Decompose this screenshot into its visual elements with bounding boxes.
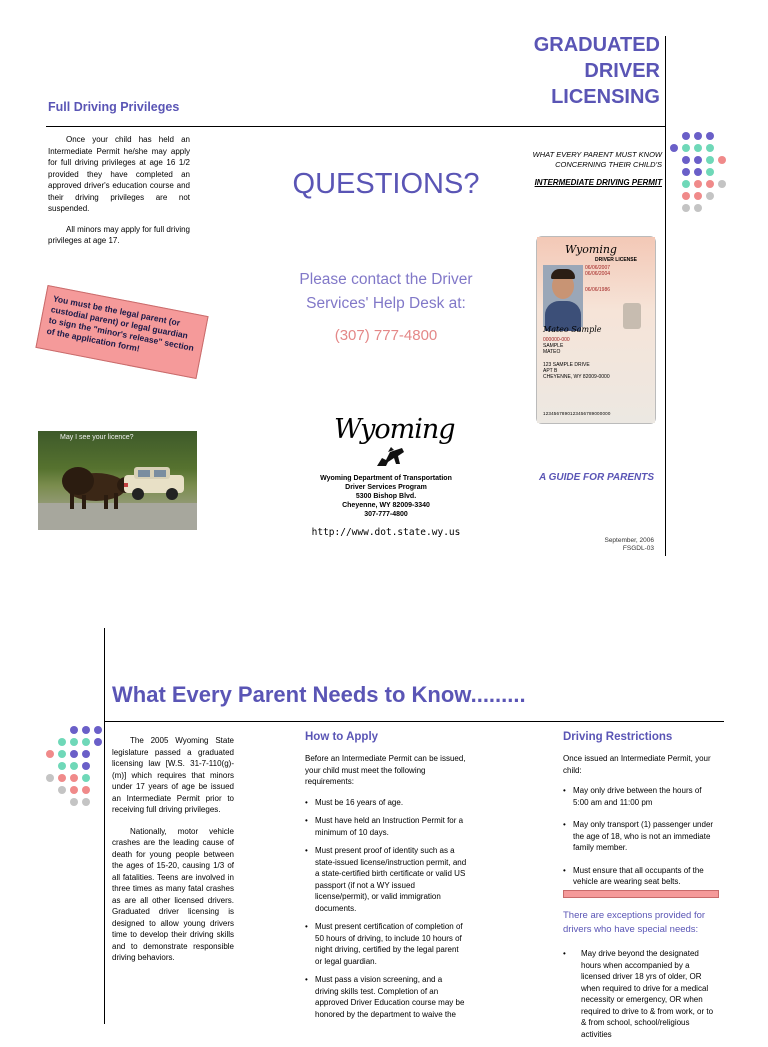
wyoming-logo — [334, 414, 455, 470]
apply-item: • Must pass a vision screening, and a driving skills test. Completion of an approved Driver Education course may be honored by the department to waive the — [305, 974, 467, 1020]
form-code-text: FSGDL-03 — [622, 545, 654, 552]
notice-text: You must be the legal parent (or custodial parent) or legal guardian to sign the "minor's release" section of the application form! — [45, 293, 195, 354]
card-signature: Mateo Sample — [543, 325, 602, 334]
exception-item: • May drive beyond the designated hours when accompanied by a licensed driver 18 yrs of older, OR when required to drive for a medical necessity or emergency, OR when required to drive to & from work, or to & from school, school/religious activities — [563, 948, 719, 1040]
restrictions-list — [563, 785, 719, 888]
full-privileges-heading: Full Driving Privileges — [48, 100, 180, 114]
card-state: Wyoming — [565, 243, 617, 256]
brochure-title — [480, 32, 660, 110]
dept-line-3: 5300 Bishop Blvd. — [355, 493, 417, 500]
apply-item: • Must have held an Instruction Permit for a minimum of 10 days. — [305, 815, 467, 838]
publication-date — [560, 537, 654, 553]
contact-line-1: Please contact the Driver — [299, 271, 473, 288]
card-header: DRIVER LICENSE — [595, 257, 637, 263]
how-to-apply-column — [305, 753, 467, 1027]
card-license-no: 000000-000 — [543, 337, 570, 343]
card-iss: 06/06/2004 — [585, 271, 611, 278]
card-address-2: APT B — [543, 367, 558, 374]
subtitle-line-2: CONCERNING THEIR CHILD'S — [555, 160, 662, 169]
dept-line-4: Cheyenne, WY 82009-3340 — [342, 502, 430, 509]
header-rule — [46, 126, 665, 127]
card-barcode: 1234567890123456789000000 — [543, 411, 611, 416]
guide-label: A GUIDE FOR PARENTS — [538, 472, 654, 483]
apply-intro: Before an Intermediate Permit can be issued, your child must meet the following requirements: — [305, 754, 466, 786]
photo-caption: May I see your licence? — [60, 434, 134, 441]
apply-item: • Must be 16 years of age. — [305, 797, 467, 809]
contact-text — [268, 268, 504, 316]
bucking-horse-icon — [374, 446, 408, 468]
restrictions-column — [563, 753, 719, 895]
restrictions-heading: Driving Restrictions — [563, 731, 673, 743]
brochure-subtitle — [478, 150, 662, 188]
decorative-dots-top — [668, 130, 732, 220]
bison-icon — [38, 431, 197, 530]
questions-heading: QUESTIONS? — [292, 168, 480, 200]
full-privileges-para-2: All minors may apply for full driving privileges at age 17. — [48, 224, 190, 245]
title-line-2: DRIVER — [584, 60, 660, 82]
card-ghost-portrait — [623, 303, 641, 329]
dept-line-5: 307-777-4800 — [364, 511, 408, 518]
intro-para-1: The 2005 Wyoming State legislature passed a graduated licensing law [W.S. 31-7-110(g)-(m)] which requires that minors under 17 years of age be issued an Intermediate Permit prior to receiving full driving privileges. — [112, 736, 234, 814]
fold-line — [665, 36, 666, 556]
how-to-apply-heading: How to Apply — [305, 731, 379, 743]
card-portrait — [543, 265, 583, 327]
apply-item: • Must present proof of identity such as a state-issued license/instruction permit, and a state-certified birth certificate or valid US passport (if not a WY issued license/permit), or valid immigration documents. — [305, 845, 467, 914]
restriction-item: • Must ensure that all occupants of the vehicle are wearing seat belts. — [563, 865, 719, 888]
help-desk-phone: (307) 777-4800 — [334, 327, 438, 344]
subtitle-line-1: WHAT EVERY PARENT MUST KNOW — [532, 150, 662, 159]
bottom-title: What Every Parent Needs to Know......... — [112, 682, 526, 707]
dept-line-1: Wyoming Department of Transportation — [320, 475, 452, 482]
card-name-1: SAMPLE — [543, 343, 564, 350]
dept-line-2: Driver Services Program — [345, 484, 427, 491]
card-fields — [585, 265, 653, 294]
bison-photo — [38, 431, 197, 530]
sample-license-card — [536, 236, 656, 424]
restriction-item: • May only transport (1) passenger under the age of 18, who is not an immediate family member. — [563, 819, 719, 854]
exceptions-list — [563, 948, 719, 1040]
title-line-3: LICENSING — [551, 86, 660, 108]
pink-divider-bar — [563, 890, 719, 898]
intro-column — [112, 735, 234, 964]
card-dob: 06/06/1986 — [585, 287, 611, 294]
parent-signature-notice — [35, 285, 208, 379]
date-text: September, 2006 — [604, 537, 654, 544]
apply-requirements-list — [305, 797, 467, 1021]
contact-line-2: Services' Help Desk at: — [306, 295, 466, 312]
bottom-fold-line — [104, 628, 105, 1024]
card-address-3: CHEYENNE, WY 82009-0000 — [543, 374, 610, 381]
intro-para-2: Nationally, motor vehicle crashes are the leading cause of death for young people between the ages of 15-20, causing 1/3 of all fatalities. Teens are involved in three times as many fatal crashes as are all other licensed drivers. Graduated driver licensing is designed to allow young drivers time to develop their driving skills and to demonstrate responsible driving behaviors. — [112, 826, 234, 962]
apply-item: • Must present certification of completion of 50 hours of driving, to include 10 hours of night driving, certified by the legal parent or legal guardian. — [305, 921, 467, 967]
website-link[interactable]: http://www.dot.state.wy.us — [311, 527, 461, 538]
card-details — [543, 337, 653, 380]
title-line-1: GRADUATED — [533, 34, 660, 56]
restrictions-intro: Once issued an Intermediate Permit, your child: — [563, 754, 711, 775]
dept-address — [306, 474, 466, 519]
exceptions-column — [563, 948, 719, 1047]
full-privileges-para-1: Once your child has held an Intermediate Permit he/she may apply for full driving privileges at age 16 1/2 provided they have completed an approved driver's education course and their driving privileges are not suspended. — [48, 135, 190, 213]
card-exp: 06/06/2007 — [585, 265, 611, 271]
card-address-1: 123 SAMPLE DRIVE — [543, 361, 590, 368]
logo-wordmark: Wyoming — [334, 414, 455, 445]
exceptions-heading: There are exceptions provided for drivers who have special needs: — [563, 910, 706, 935]
bottom-header-rule — [104, 721, 724, 722]
card-name-2: MATEO — [543, 349, 561, 356]
restriction-item: • May only drive between the hours of 5:00 am and 11:00 pm — [563, 785, 719, 808]
full-privileges-text — [48, 134, 190, 247]
subtitle-line-3: INTERMEDIATE DRIVING PERMIT — [534, 178, 662, 187]
decorative-dots-bottom — [44, 724, 108, 814]
